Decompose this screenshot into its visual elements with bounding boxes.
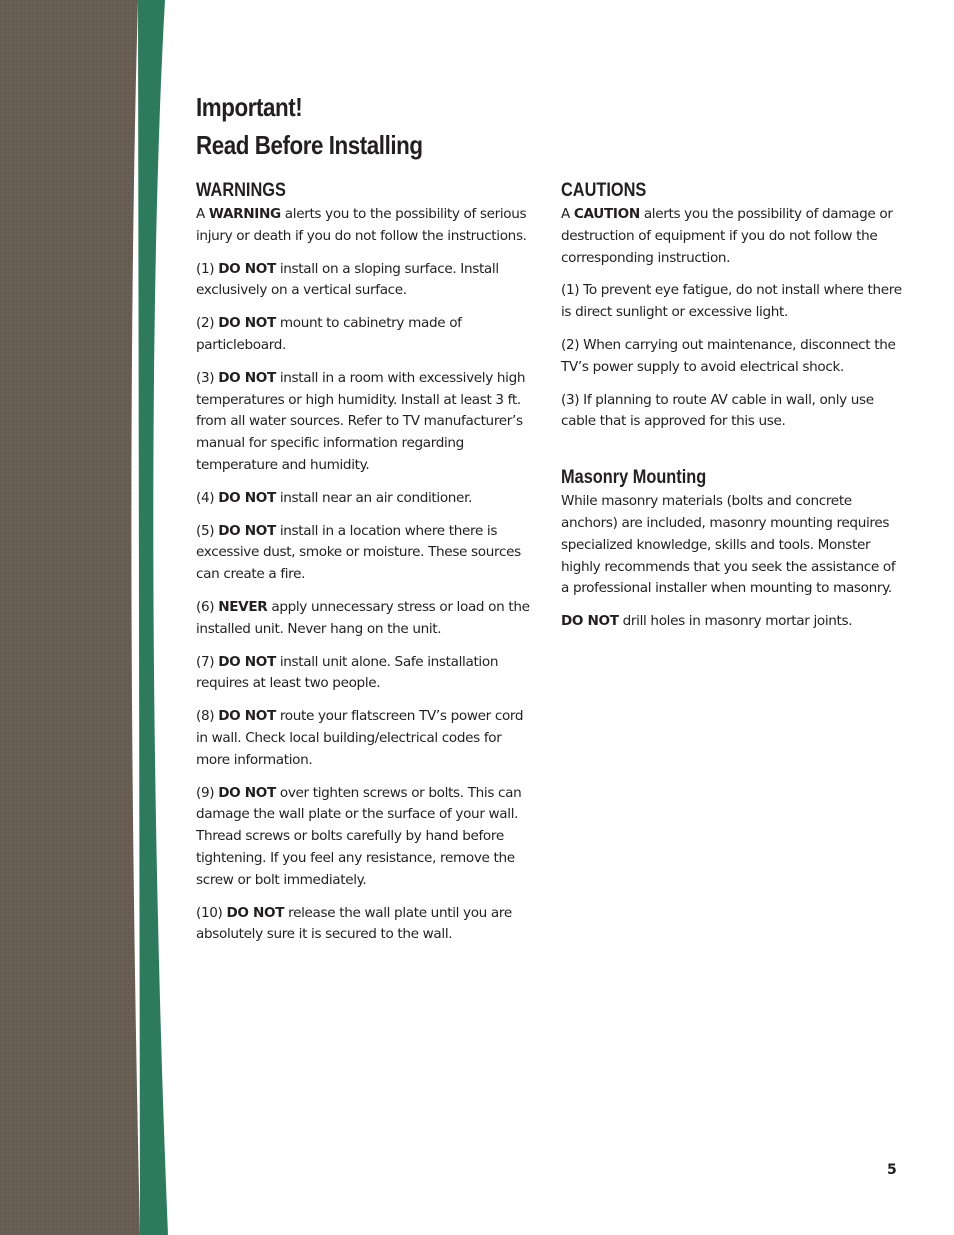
cautions-heading: CAUTIONS (561, 180, 647, 201)
caution-item-2: (2) When carrying out maintenance, disconnect the TV’s power supply to avoid electrical shock. (561, 336, 896, 375)
warning-item-6: (6) NEVER apply unnecessary stress or load on the installed unit. Never hang on the unit. (196, 598, 530, 637)
warnings-section (196, 179, 536, 957)
page-number: 5 (887, 1162, 897, 1178)
warning-item-4: (4) DO NOT install near an air conditioner. (196, 489, 473, 506)
warnings-heading: WARNINGS (196, 180, 286, 201)
masonry-body: While masonry materials (bolts and concrete anchors) are included, masonry mounting requires specialized knowledge, skills and tools. Monster highly recommends that you seek the assistance of a professional installer when mounting to masonry. (561, 493, 896, 597)
decorative-side-band (0, 0, 170, 1235)
warning-item-8: (8) DO NOT route your flatscreen TV’s power cord in wall. Check local building/electrical codes for more information. (196, 708, 524, 768)
cautions-section (561, 179, 906, 644)
warning-item-5: (5) DO NOT install in a location where there is excessive dust, smoke or moisture. These sources can create a fire. (196, 522, 521, 583)
green-edge-stripe (138, 0, 168, 1235)
warning-item-10: (10) DO NOT release the wall plate until you are absolutely sure it is secured to the wall. (196, 904, 512, 943)
caution-item-1: (1) To prevent eye fatigue, do not install where there is direct sunlight or excessive light. (561, 282, 902, 321)
warning-item-9: (9) DO NOT over tighten screws or bolts. This can damage the wall plate or the surface of your wall. Thread screws or bolts carefully by hand before tightening. If you feel any resistance, remove the screw or bolt immediately. (196, 784, 522, 888)
warning-item-2: (2) DO NOT mount to cabinetry made of particleboard. (196, 315, 462, 353)
warning-item-7: (7) DO NOT install unit alone. Safe installation requires at least two people. (196, 653, 499, 692)
masonry-heading: Masonry Mounting (561, 467, 707, 489)
masonry-note: DO NOT drill holes in masonry mortar joints. (561, 613, 853, 630)
page-title: Important! Read Before Installing (196, 92, 423, 160)
brown-panel (0, 0, 140, 1235)
cautions-intro: A CAUTION alerts you the possibility of damage or destruction of equipment if you do not follow the corresponding instruction. (561, 206, 893, 266)
warnings-intro: A WARNING alerts you to the possibility of serious injury or death if you do not follow the instructions. (196, 206, 527, 244)
caution-item-3: (3) If planning to route AV cable in wall, only use cable that is approved for this use. (561, 391, 874, 430)
warning-item-1: (1) DO NOT install on a sloping surface. Install exclusively on a vertical surface. (196, 260, 499, 299)
warning-item-3: (3) DO NOT install in a room with excessively high temperatures or high humidity. Install at least 3 ft. from all water sources. Refer to TV manufacturer’s manual for specific information regarding temperature and humidity. (196, 369, 526, 473)
